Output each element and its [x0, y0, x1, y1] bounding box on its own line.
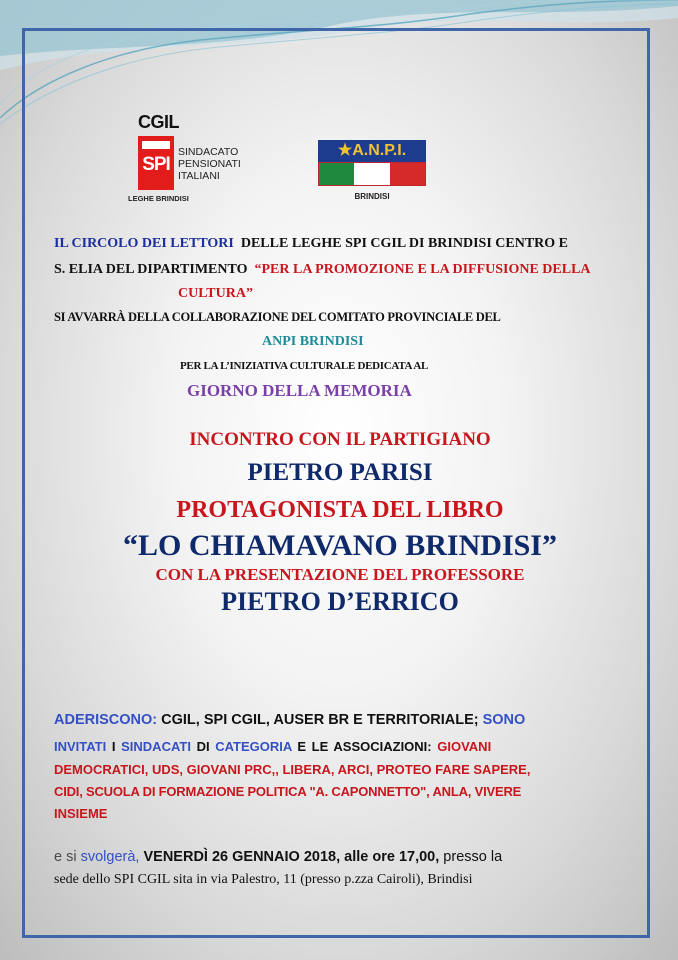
adherents-line-4: CIDI, SCUOLA DI FORMAZIONE POLITICA "A. CAPONNETTO", ANLA, VIVERE	[54, 784, 522, 799]
intro-line-6: PER LA L’INIZIATIVA CULTURALE DEDICATA AL	[180, 360, 429, 372]
details-line-2: sede dello SPI CGIL sita in via Palestro, 11 (presso p.zza Cairoli), Brindisi	[54, 872, 473, 887]
spi-wordmark: SPI	[142, 154, 170, 175]
spi-logo-block	[138, 136, 174, 190]
book-title: “LO CHIAMAVANO BRINDISI”	[123, 529, 557, 562]
spi-logo-text: SINDACATO PENSIONATI ITALIANI	[178, 146, 241, 182]
adherents-line-5: INSIEME	[54, 806, 108, 821]
cgil-spi-logo	[118, 110, 241, 210]
intro-line-2: S. ELIA DEL DIPARTIMENTO “PER LA PROMOZIONE E LA DIFFUSIONE DELLA	[54, 262, 591, 277]
adherents-line-2: INVITATI I SINDACATI DI CATEGORIA E LE ASSOCIAZIONI: GIOVANI	[54, 739, 492, 754]
anpi-logo	[318, 140, 426, 204]
cgil-wordmark: CGIL	[138, 112, 179, 132]
leghe-brindisi-label: LEGHE BRINDISI	[128, 194, 189, 203]
adherents-line-1: ADERISCONO: CGIL, SPI CGIL, AUSER BR E TERRITORIALE; SONO	[54, 712, 526, 728]
intro-line-4: SI AVVARRÀ DELLA COLLABORAZIONE DEL COMITATO PROVINCIALE DEL	[54, 310, 501, 324]
anpi-brindisi-label: BRINDISI	[354, 192, 390, 201]
adherents-line-3: DEMOCRATICI, UDS, GIOVANI PRC,, LIBERA, ARCI, PROTEO FARE SAPERE,	[54, 762, 531, 777]
intro-line-3: CULTURA”	[178, 286, 253, 301]
italian-flag-icon	[318, 162, 426, 186]
giorno-della-memoria: GIORNO DELLA MEMORIA	[187, 381, 412, 400]
anpi-brindisi-text: ANPI BRINDISI	[262, 334, 364, 349]
event-line-1: INCONTRO CON IL PARTIGIANO	[189, 429, 491, 450]
details-line-1: e si svolgerà, VENERDÌ 26 GENNAIO 2018, alle ore 17,00, presso la	[54, 849, 503, 865]
event-line-3: PROTAGONISTA DEL LIBRO	[176, 497, 504, 523]
professor-name: PIETRO D’ERRICO	[221, 587, 459, 616]
anpi-wordmark: ★A.N.P.I.	[318, 140, 426, 162]
event-line-5: CON LA PRESENTAZIONE DEL PROFESSORE	[155, 565, 525, 584]
intro-line-1: IL CIRCOLO DEI LETTORI DELLE LEGHE SPI CGIL DI BRINDISI CENTRO E	[54, 236, 569, 251]
partisan-name: PIETRO PARISI	[247, 459, 433, 486]
